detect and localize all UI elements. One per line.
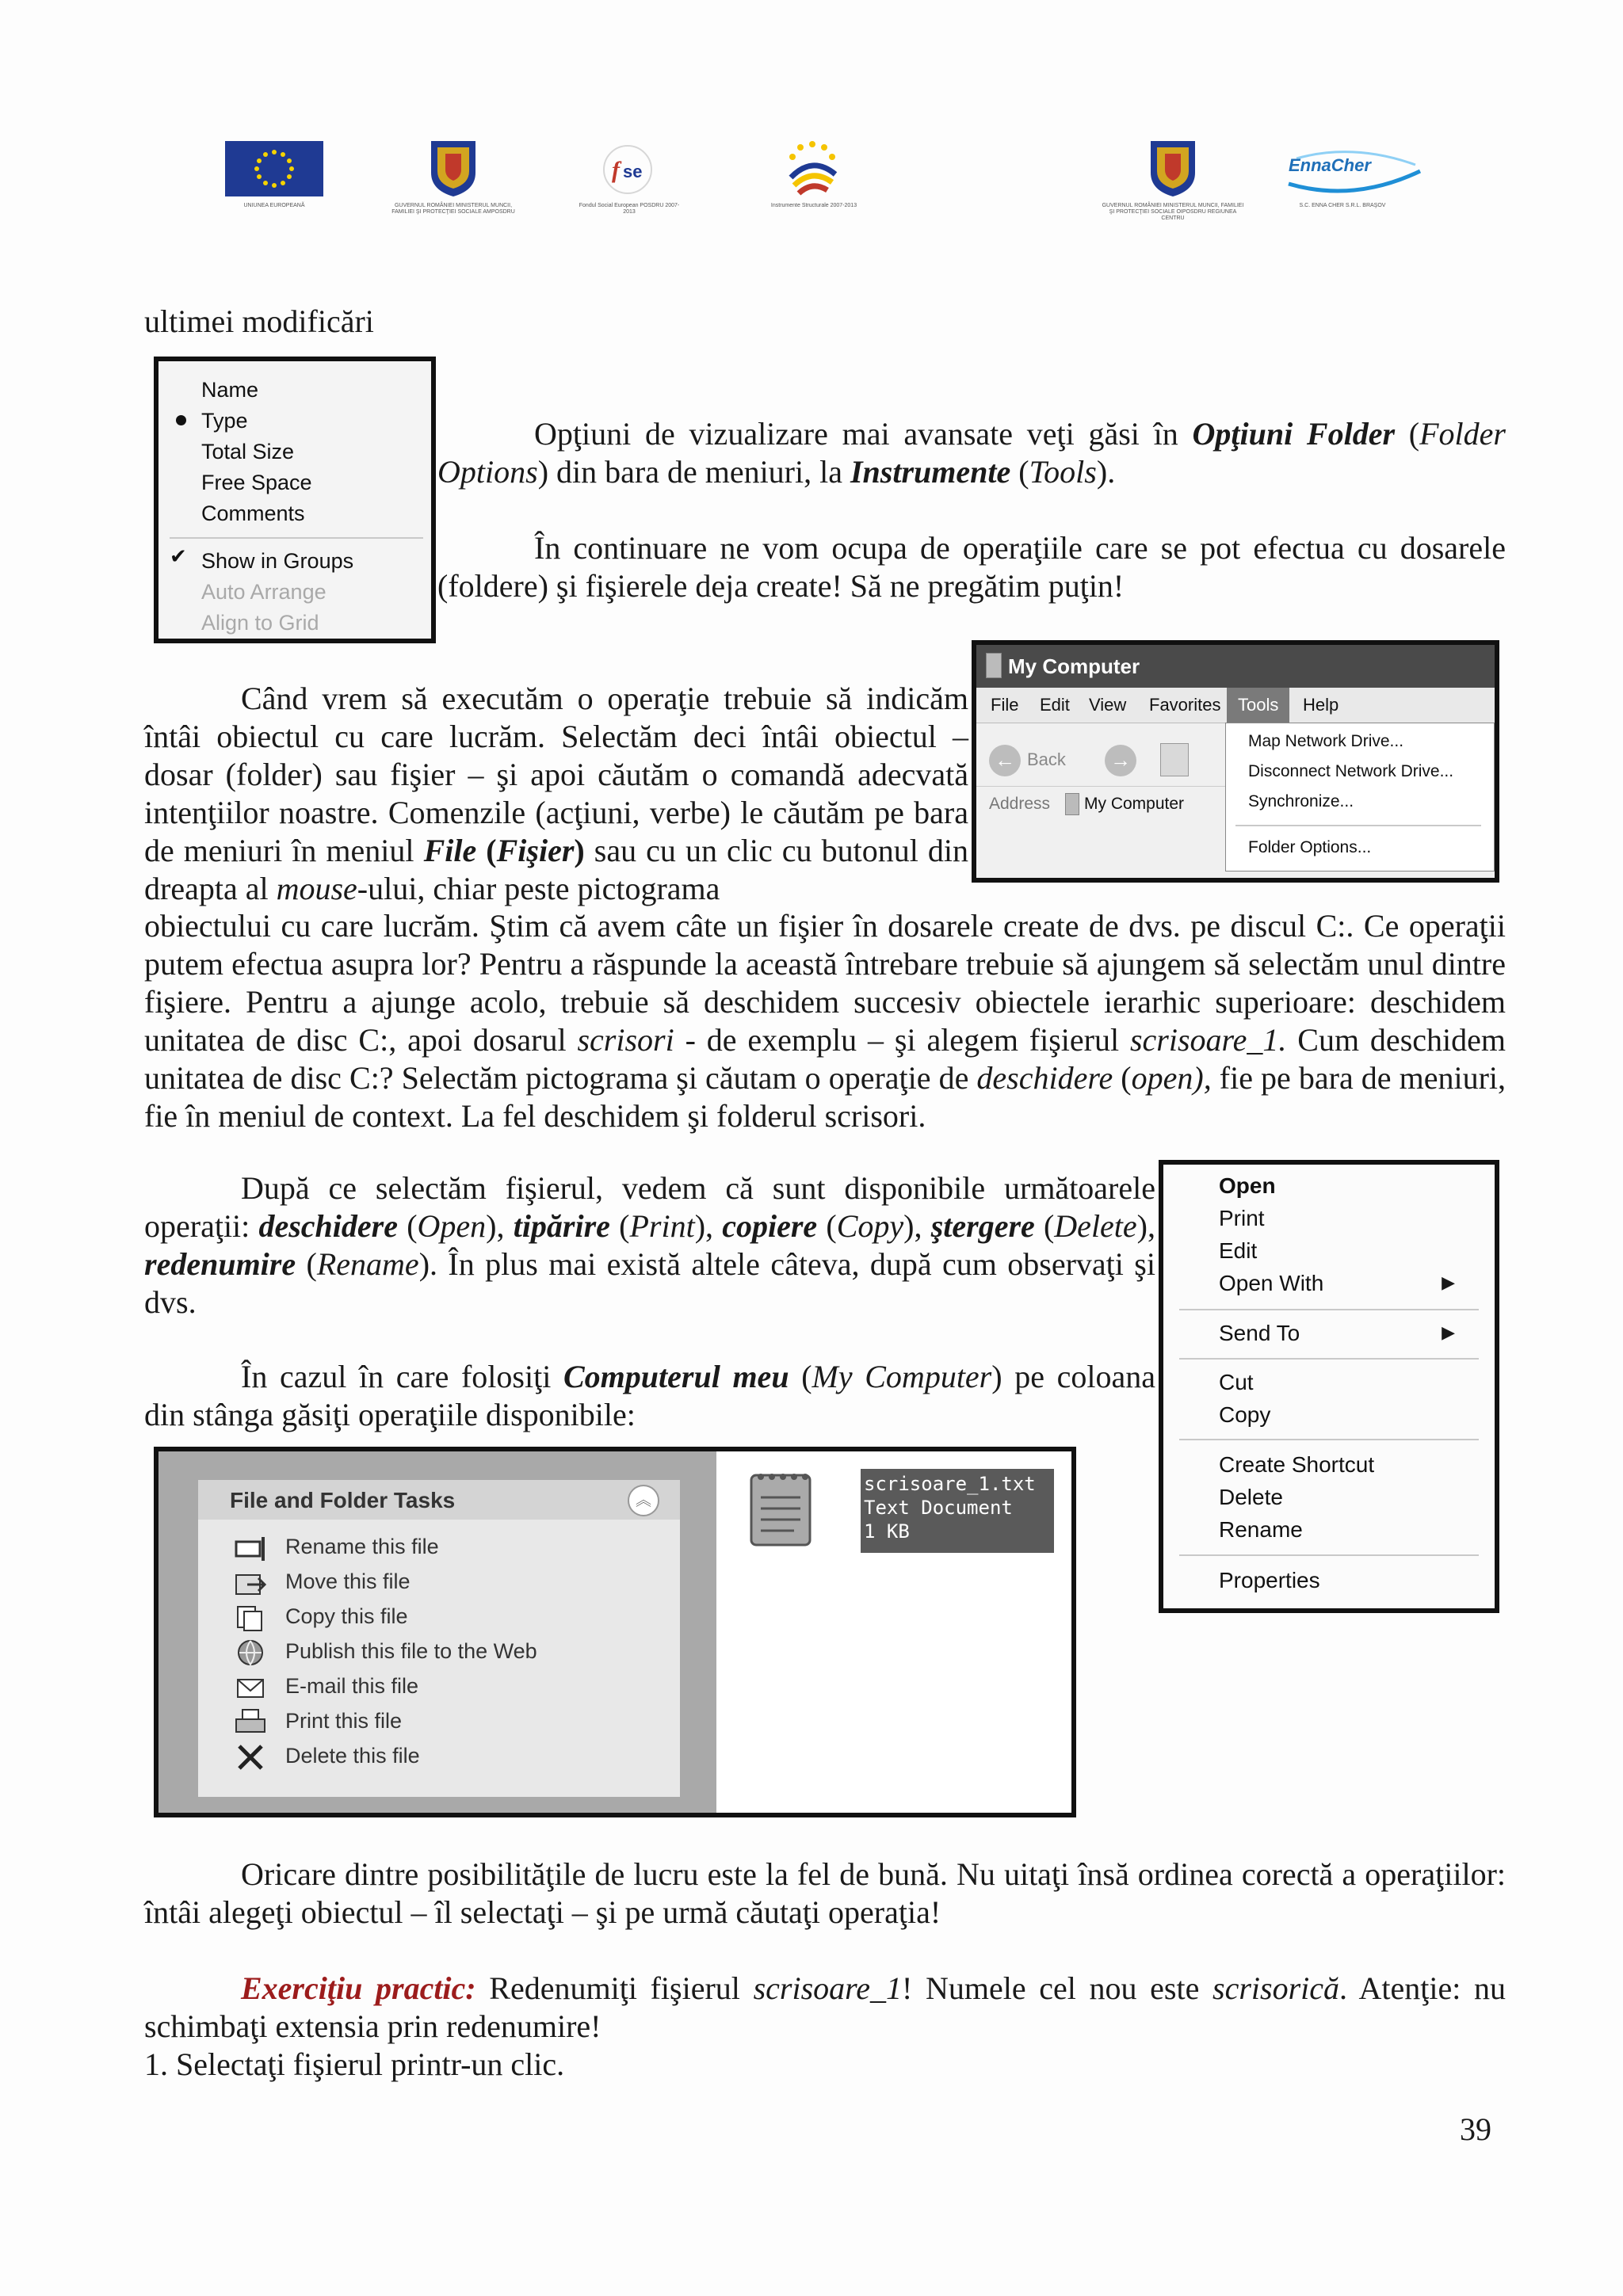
menu-file[interactable]: File <box>991 695 1019 715</box>
menu-item-synchronize[interactable]: Synchronize... <box>1248 792 1354 810</box>
svg-text:se: se <box>623 162 643 181</box>
paragraph-exercise: Exerciţiu practic: Redenumiţi fişierul scrisoare_1! Numele cel nou este scrisorică. Atenţie: nu schimbaţi extensia prin redenumire! 1. Selectaţi fişierul printr-un clic. <box>144 1970 1506 2082</box>
address-bar <box>976 786 1230 823</box>
paragraph-operations-intro: În continuare ne vom ocupa de operaţiile care se pot efectua cu dosarele (foldere) şi fişierele deja create! Să ne pregătim puţin! <box>437 530 1506 604</box>
paragraph-available-operations: După ce selectăm fişierul, vedem că sunt disponibile următoarele operaţii: deschidere (Open), tipărire (Print), copiere (Copy), ştergere (Delete), redenumire (Rename). În plus mai există altele câteva, după cum observaţi şi dvs. <box>144 1170 1155 1320</box>
menu-item-create-shortcut[interactable]: Create Shortcut <box>1219 1452 1375 1477</box>
top-line: ultimei modificări <box>144 303 374 339</box>
menu-item-auto-arrange: Auto Arrange <box>201 580 327 604</box>
email-icon <box>233 1673 269 1702</box>
eu-flag-logo <box>225 141 323 196</box>
eu-stars-icon <box>225 141 323 196</box>
ennacher-wordmark: EnnaCher <box>1289 155 1371 175</box>
menu-item-edit[interactable]: Edit <box>1219 1238 1258 1263</box>
arrange-icons-menu-screenshot <box>154 357 436 643</box>
menu-bullet-icon <box>176 415 186 425</box>
ennacher-caption: S.C. ENNA CHER S.R.L. BRAŞOV <box>1299 203 1386 208</box>
menu-item-open[interactable]: Open <box>1219 1173 1276 1198</box>
menu-separator <box>1179 1358 1479 1360</box>
copy-icon <box>233 1604 269 1632</box>
fse-logo-icon <box>596 141 659 200</box>
menu-separator <box>1179 1554 1479 1556</box>
paragraph-my-computer-tasks: În cazul în care folosiţi Computerul meu (My Computer) pe coloana din stânga găsiţi operaţiile disponibile: <box>144 1359 1156 1432</box>
menu-item-copy[interactable]: Copy <box>1219 1402 1271 1427</box>
menu-edit[interactable]: Edit <box>1040 695 1070 715</box>
address-label: Address <box>989 795 1051 813</box>
menu-item-show-in-groups[interactable]: Show in Groups <box>201 549 354 573</box>
submenu-arrow-icon: ▶ <box>1442 1322 1455 1342</box>
menu-separator <box>1235 825 1481 826</box>
submenu-arrow-icon: ▶ <box>1442 1272 1455 1292</box>
window-menubar <box>976 688 1495 723</box>
context-menu-screenshot <box>1159 1160 1499 1613</box>
window-title-bar <box>976 645 1495 688</box>
fse-caption: Fondul Social European POSDRU 2007-2013 <box>579 203 680 215</box>
file-size: 1 KB <box>864 1520 910 1543</box>
up-folder-icon[interactable] <box>1160 743 1189 776</box>
menu-item-map-network-drive[interactable]: Map Network Drive... <box>1248 732 1404 750</box>
menu-item-print[interactable]: Print <box>1219 1206 1265 1230</box>
address-value[interactable]: My Computer <box>1084 795 1185 813</box>
menu-item-send-to[interactable]: Send To <box>1219 1321 1300 1345</box>
menu-item-total-size[interactable]: Total Size <box>201 440 295 463</box>
move-icon <box>233 1569 269 1597</box>
paragraph-order-reminder: Oricare dintre posibilităţile de lucru este la fel de bună. Nu uitaţi însă ordinea corectă a operaţiilor: întâi alegeţi obiectul – îl selectaţi – şi pe urmă căutaţi operaţia! <box>144 1856 1506 1930</box>
menu-help[interactable]: Help <box>1303 695 1339 715</box>
collapse-chevron-icon[interactable]: ︽ <box>628 1485 659 1516</box>
menu-separator <box>1179 1309 1479 1310</box>
ministry-caption: GUVERNUL ROMÂNIEI MINISTERUL MUNCII, FAMILIEI ŞI PROTECŢIEI SOCIALE AMPOSDRU <box>391 203 515 215</box>
rename-icon <box>233 1534 269 1562</box>
menu-item-type[interactable]: Type <box>201 409 248 433</box>
structural-instruments-icon <box>777 138 848 200</box>
menu-item-folder-options[interactable]: Folder Options... <box>1248 838 1372 856</box>
menu-separator <box>170 537 423 539</box>
menu-tools[interactable]: Tools <box>1227 688 1289 723</box>
menu-favorites[interactable]: Favorites <box>1149 695 1221 715</box>
menu-item-properties[interactable]: Properties <box>1219 1568 1320 1592</box>
exercise-label: Exerciţiu practic: <box>241 1970 476 2006</box>
tasks-heading-bar <box>198 1480 680 1520</box>
menu-item-comments[interactable]: Comments <box>201 502 305 525</box>
task-copy-file[interactable]: Copy this file <box>285 1604 408 1628</box>
delete-x-icon <box>233 1743 269 1772</box>
menu-item-delete[interactable]: Delete <box>1219 1485 1283 1509</box>
coat-of-arms-icon <box>426 138 480 198</box>
coat-of-arms-2-icon <box>1146 138 1200 198</box>
menu-item-rename[interactable]: Rename <box>1219 1517 1303 1542</box>
task-rename-file[interactable]: Rename this file <box>285 1535 439 1558</box>
exercise-step-1: 1. Selectaţi fişierul printr-un clic. <box>144 2046 565 2082</box>
forward-arrow-icon[interactable]: → <box>1105 745 1136 776</box>
eu-caption: UNIUNEA EUROPEANĂ <box>243 203 305 208</box>
notepad-file-icon <box>747 1469 818 1550</box>
task-email-file[interactable]: E-mail this file <box>285 1674 419 1698</box>
menu-view[interactable]: View <box>1089 695 1127 715</box>
task-publish-file[interactable]: Publish this file to the Web <box>285 1639 537 1663</box>
tasks-heading: File and Folder Tasks <box>230 1488 456 1512</box>
address-computer-icon <box>1065 793 1079 815</box>
menu-item-align-to-grid: Align to Grid <box>201 611 319 635</box>
task-print-file[interactable]: Print this file <box>285 1709 403 1733</box>
paragraph-folder-options: Opţiuni de vizualizare mai avansate veţi găsi în Opţiuni Folder (Folder Options) din bara de meniuri, la Instrumente (Tools). <box>437 416 1506 490</box>
my-computer-window-screenshot <box>972 640 1499 883</box>
task-move-file[interactable]: Move this file <box>285 1569 411 1593</box>
menu-item-free-space[interactable]: Free Space <box>201 471 312 494</box>
checkmark-icon: ✔ <box>170 544 187 568</box>
back-label: Back <box>1027 749 1066 769</box>
tools-dropdown-menu <box>1225 723 1495 871</box>
globe-icon <box>233 1638 269 1667</box>
task-delete-file[interactable]: Delete this file <box>285 1744 420 1768</box>
menu-item-disconnect-network-drive[interactable]: Disconnect Network Drive... <box>1248 762 1454 780</box>
paragraph-select-object: Când vrem să executăm o operaţie trebuie să indicăm întâi obiectul cu care lucrăm. Selectăm deci întâi obiectul – dosar (folder) sau fişier – şi apoi căutăm o comandă adecvată intenţiilor noastre. Comenzile (acţiuni, verbe) le căutăm pe bara de meniuri în meniul File (Fişier) sau cu un clic cu butonul din dreapta al mouse-ului, chiar peste pictograma <box>144 681 968 906</box>
menu-item-name[interactable]: Name <box>201 378 259 402</box>
ministry-2-caption: GUVERNUL ROMÂNIEI MINISTERUL MUNCII, FAMILIEI ŞI PROTECŢIEI SOCIALE OIPOSDRU REGIUNEA CENTRU <box>1102 203 1244 221</box>
file-name: scrisoare_1.txt <box>864 1473 1036 1495</box>
selected-file-label[interactable] <box>861 1469 1054 1553</box>
file-type: Text Document <box>864 1497 1013 1519</box>
computer-icon <box>986 653 1002 678</box>
paragraph-open-drive: obiectului cu care lucrăm. Ştim că avem câte un fişier în dosarele create de dvs. pe discul C:. Ce operaţii putem efectua asupra lor? Pentru a răspunde la această întrebare trebuie să ajungem să selectăm unul dintre fişiere. Pentru a ajunge acolo, trebuie să deschidem succesiv obiectele ierarhic superioare: deschidem unitatea de disc C:, apoi dosarul scrisori - de exemplu – şi alegem fişierul scrisoare_1. Cum deschidem unitatea de disc C:? Selectăm pictograma şi căutam o operaţie de deschidere (open), fie pe bara de meniuri, fie în meniul de context. La fel deschidem şi folderul scrisori. <box>144 908 1507 1134</box>
svg-text:f: f <box>612 157 620 183</box>
page-number: 39 <box>1460 2111 1491 2147</box>
back-arrow-icon: ← <box>989 745 1021 776</box>
menu-separator <box>1179 1439 1479 1440</box>
file-folder-tasks-screenshot <box>154 1447 1076 1817</box>
structural-caption: Instrumente Structurale 2007-2013 <box>770 203 857 208</box>
window-title: My Computer <box>1008 654 1140 678</box>
printer-icon <box>233 1708 269 1737</box>
menu-item-cut[interactable]: Cut <box>1219 1370 1254 1394</box>
menu-item-open-with[interactable]: Open With <box>1219 1271 1324 1295</box>
